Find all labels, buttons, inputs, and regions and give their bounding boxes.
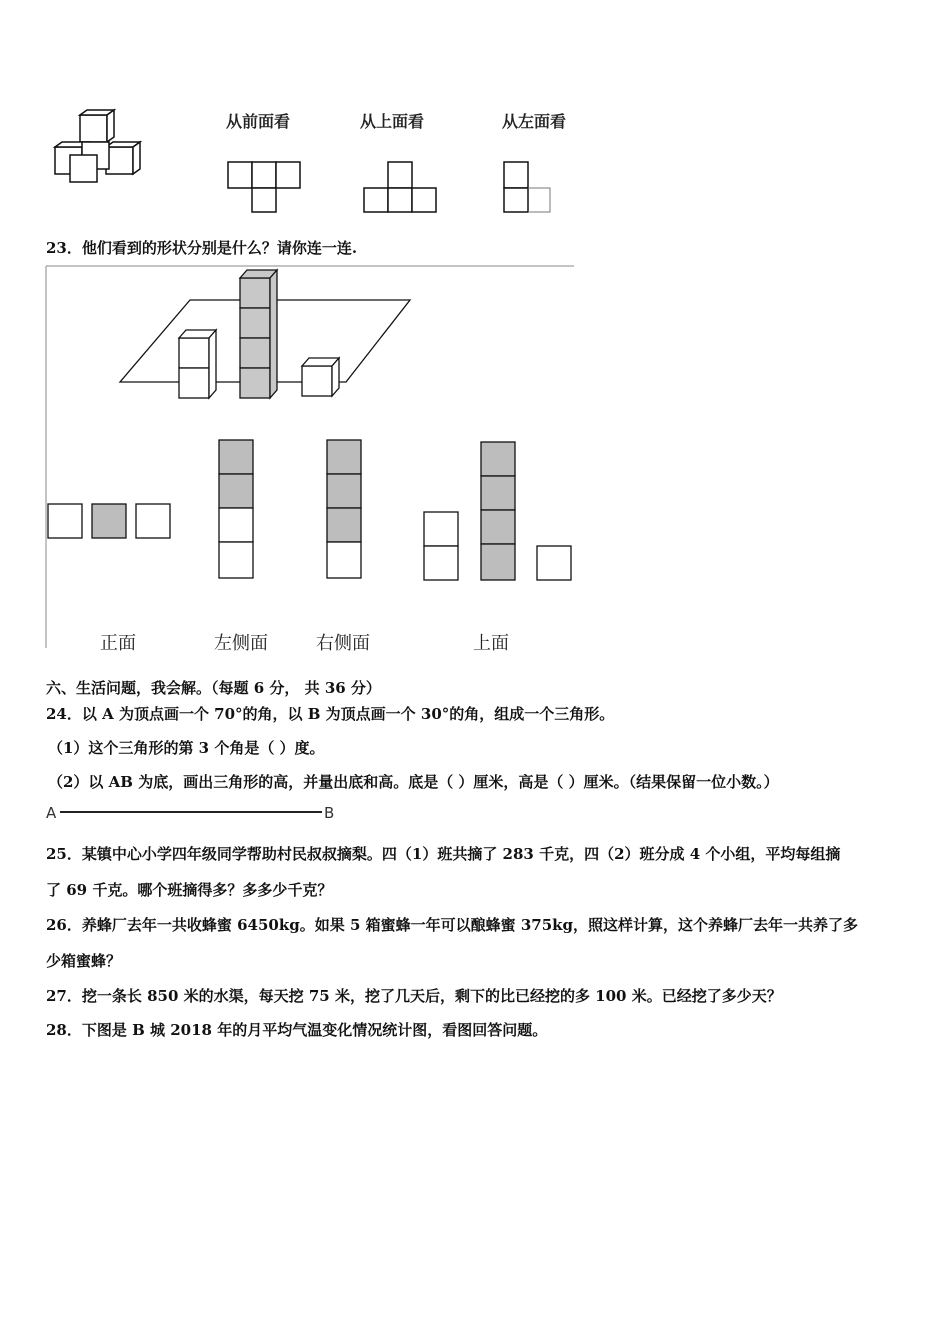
question-27-text: 27．挖一条长 850 米的水渠，每天挖 75 米，挖了几天后，剩下的比已经挖的多 100 米。已经挖了多少天？ — [46, 987, 782, 1005]
top-view-label: 从上面看 — [360, 112, 425, 131]
label-left-side: 左侧面 — [214, 633, 268, 654]
top-view-shape — [362, 160, 442, 215]
q23-figure — [46, 266, 576, 651]
question-25-line-1: 25．某镇中心小学四年级同学帮助村民叔叔摘梨。四（1）班共摘了 283 千克，四（2）班分成 4 个小组，平均每组摘 — [46, 845, 841, 863]
label-front: 正面 — [100, 633, 136, 654]
front-view-label: 从前面看 — [226, 112, 291, 131]
question-28-text: 28．下图是 B 城 2018 年的月平均气温变化情况统计图，看图回答问题。 — [46, 1021, 548, 1039]
left-view-shape — [502, 160, 562, 215]
label-top: 上面 — [473, 633, 509, 654]
segment-ab — [60, 811, 322, 813]
question-26-line-2: 少箱蜜蜂？ — [46, 952, 122, 970]
label-right-side: 右侧面 — [316, 633, 370, 654]
question-25-line-2: 了 69 千克。哪个班摘得多？多多少千克？ — [46, 881, 333, 899]
section-6-heading: 六、生活问题，我会解。（每题 6 分， 共 36 分） — [46, 679, 381, 697]
question-24-text: 24．以 A 为顶点画一个 70°的角，以 B 为顶点画一个 30°的角，组成一个三角形。 — [46, 705, 615, 723]
question-24-part-1: （1）这个三角形的第 3 个角是（ ）度。 — [48, 739, 325, 757]
question-23-text: 23．他们看到的形状分别是什么？请你连一连. — [46, 239, 358, 257]
left-view-label: 从左面看 — [502, 112, 567, 131]
front-view-shape — [226, 160, 316, 215]
cube-stack-figure — [50, 110, 150, 190]
point-a-label: A — [46, 804, 57, 822]
question-24-part-2: （2）以 AB 为底，画出三角形的高，并量出底和高。底是（ ）厘米，高是（ ）厘米。（结果保留一位小数。） — [48, 773, 779, 791]
point-b-label: B — [324, 804, 335, 822]
question-26-line-1: 26．养蜂厂去年一共收蜂蜜 6450kg。如果 5 箱蜜蜂一年可以酿蜂蜜 375kg，照这样计算，这个养蜂厂去年一共养了多 — [46, 916, 859, 934]
